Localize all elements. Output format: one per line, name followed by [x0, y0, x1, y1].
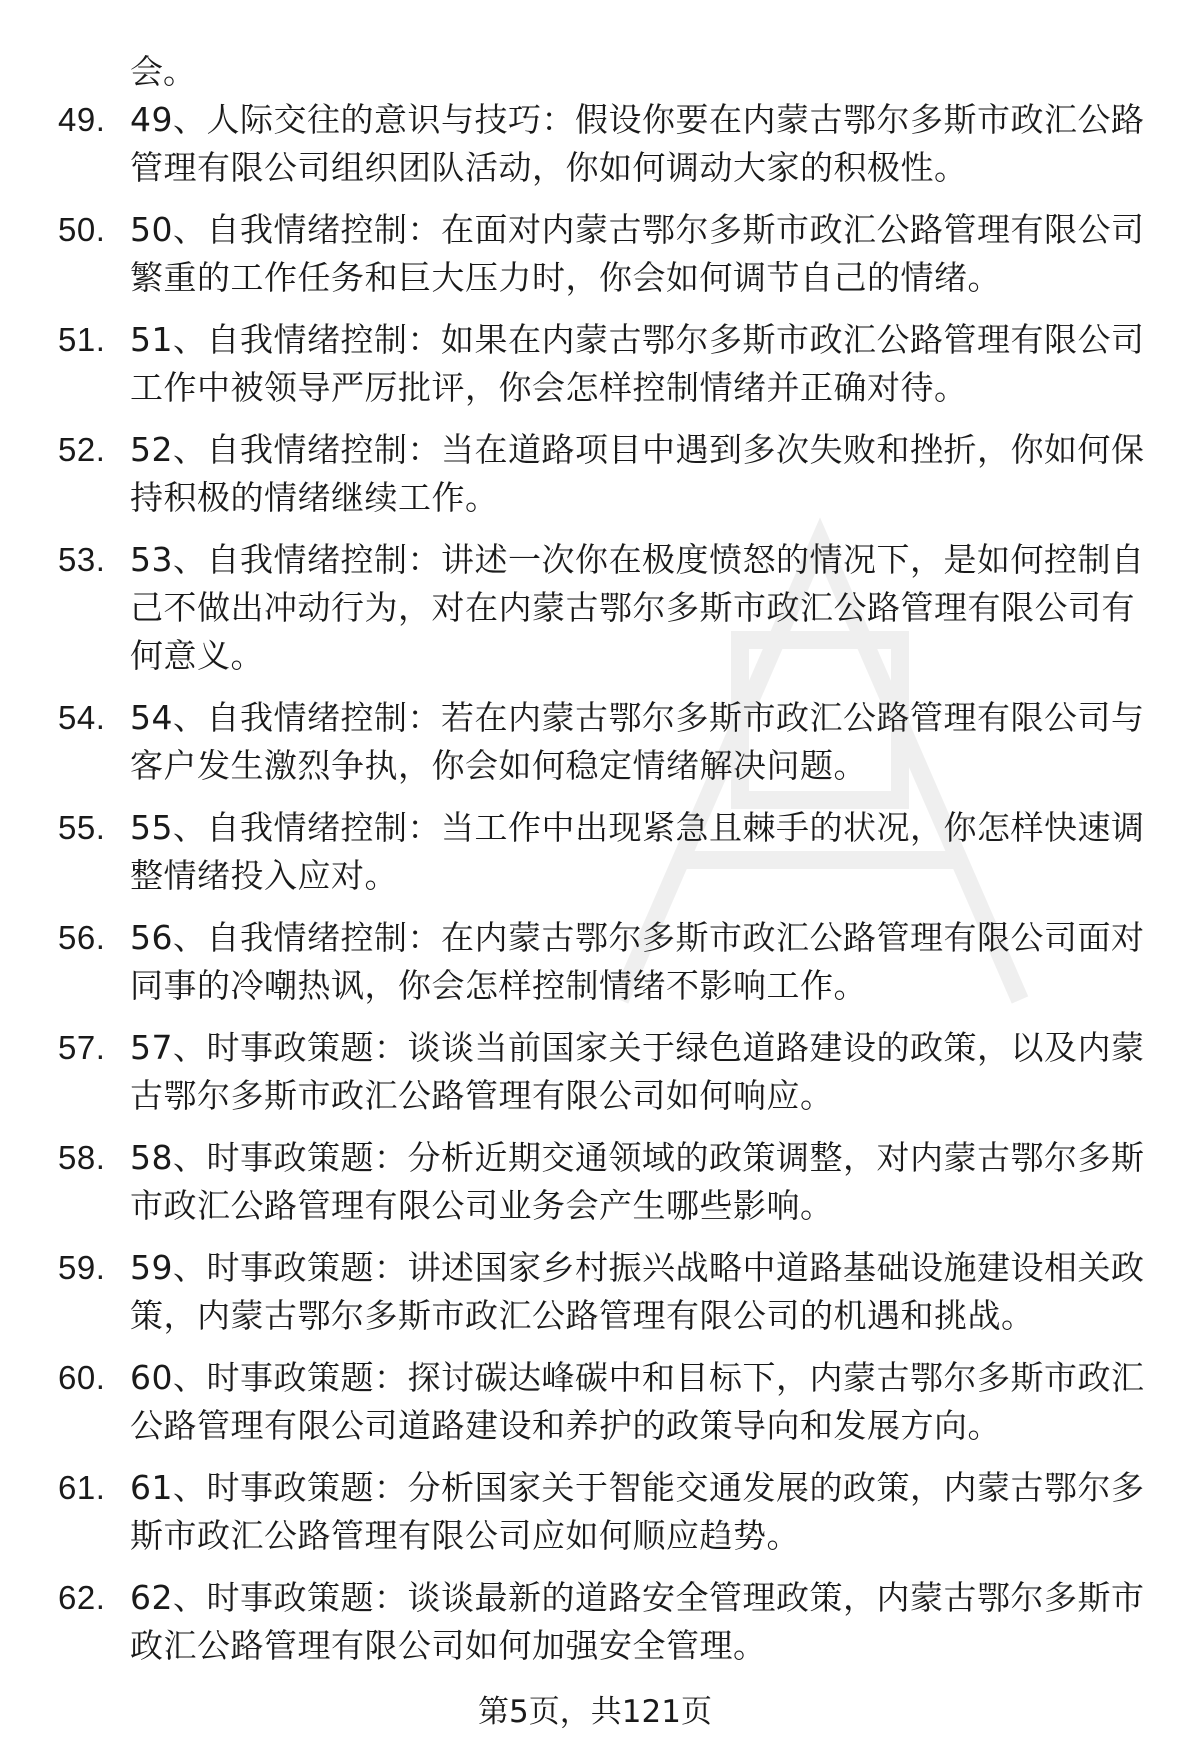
question-text: 60、时事政策题：探讨碳达峰碳中和目标下，内蒙古鄂尔多斯市政汇公路管理有限公司道路建设和养护的政策导向和发展方向。 — [130, 1358, 1145, 1445]
question-item — [0, 694, 1190, 790]
question-number: 53. — [58, 541, 106, 578]
question-number: 60. — [58, 1359, 106, 1396]
continuation-text: 会。 — [130, 52, 196, 91]
question-text: 52、自我情绪控制：当在道路项目中遇到多次失败和挫折，你如何保持积极的情绪继续工作。 — [130, 430, 1145, 517]
question-text: 58、时事政策题：分析近期交通领域的政策调整，对内蒙古鄂尔多斯市政汇公路管理有限公司业务会产生哪些影响。 — [130, 1138, 1145, 1225]
question-item — [0, 1464, 1190, 1560]
question-number: 49. — [58, 101, 106, 138]
question-number: 55. — [58, 809, 106, 846]
page-footer: 第5页，共121页 — [478, 1694, 712, 1730]
question-text: 57、时事政策题：谈谈当前国家关于绿色道路建设的政策，以及内蒙古鄂尔多斯市政汇公路管理有限公司如何响应。 — [130, 1028, 1145, 1115]
question-item — [0, 536, 1190, 680]
question-text: 53、自我情绪控制：讲述一次你在极度愤怒的情况下，是如何控制自己不做出冲动行为，对在内蒙古鄂尔多斯市政汇公路管理有限公司有何意义。 — [130, 540, 1145, 675]
question-number: 51. — [58, 321, 106, 358]
question-text: 62、时事政策题：谈谈最新的道路安全管理政策，内蒙古鄂尔多斯市政汇公路管理有限公司如何加强安全管理。 — [130, 1578, 1145, 1665]
question-item — [0, 316, 1190, 412]
question-text: 56、自我情绪控制：在内蒙古鄂尔多斯市政汇公路管理有限公司面对同事的冷嘲热讽，你会怎样控制情绪不影响工作。 — [130, 918, 1145, 1005]
question-number: 59. — [58, 1249, 106, 1286]
question-item — [0, 804, 1190, 900]
question-item — [0, 1574, 1190, 1670]
question-item — [0, 914, 1190, 1010]
question-text: 51、自我情绪控制：如果在内蒙古鄂尔多斯市政汇公路管理有限公司工作中被领导严厉批评，你会怎样控制情绪并正确对待。 — [130, 320, 1145, 407]
question-item — [0, 1024, 1190, 1120]
question-number: 50. — [58, 211, 106, 248]
question-number: 61. — [58, 1469, 106, 1506]
question-list — [0, 96, 1190, 1684]
question-text: 59、时事政策题：讲述国家乡村振兴战略中道路基础设施建设相关政策，内蒙古鄂尔多斯市政汇公路管理有限公司的机遇和挑战。 — [130, 1248, 1145, 1335]
question-item — [0, 1244, 1190, 1340]
question-text: 61、时事政策题：分析国家关于智能交通发展的政策，内蒙古鄂尔多斯市政汇公路管理有限公司应如何顺应趋势。 — [130, 1468, 1145, 1555]
question-text: 55、自我情绪控制：当工作中出现紧急且棘手的状况，你怎样快速调整情绪投入应对。 — [130, 808, 1145, 895]
question-text: 49、人际交往的意识与技巧：假设你要在内蒙古鄂尔多斯市政汇公路管理有限公司组织团队活动，你如何调动大家的积极性。 — [130, 100, 1145, 187]
question-number: 58. — [58, 1139, 106, 1176]
question-item — [0, 1354, 1190, 1450]
question-text: 54、自我情绪控制：若在内蒙古鄂尔多斯市政汇公路管理有限公司与客户发生激烈争执，你会如何稳定情绪解决问题。 — [130, 698, 1145, 785]
question-number: 62. — [58, 1579, 106, 1616]
question-item — [0, 206, 1190, 302]
question-item — [0, 96, 1190, 192]
question-number: 54. — [58, 699, 106, 736]
question-text: 50、自我情绪控制：在面对内蒙古鄂尔多斯市政汇公路管理有限公司繁重的工作任务和巨大压力时，你会如何调节自己的情绪。 — [130, 210, 1145, 297]
question-number: 52. — [58, 431, 106, 468]
question-item — [0, 1134, 1190, 1230]
question-number: 57. — [58, 1029, 106, 1066]
question-number: 56. — [58, 919, 106, 956]
question-item — [0, 426, 1190, 522]
